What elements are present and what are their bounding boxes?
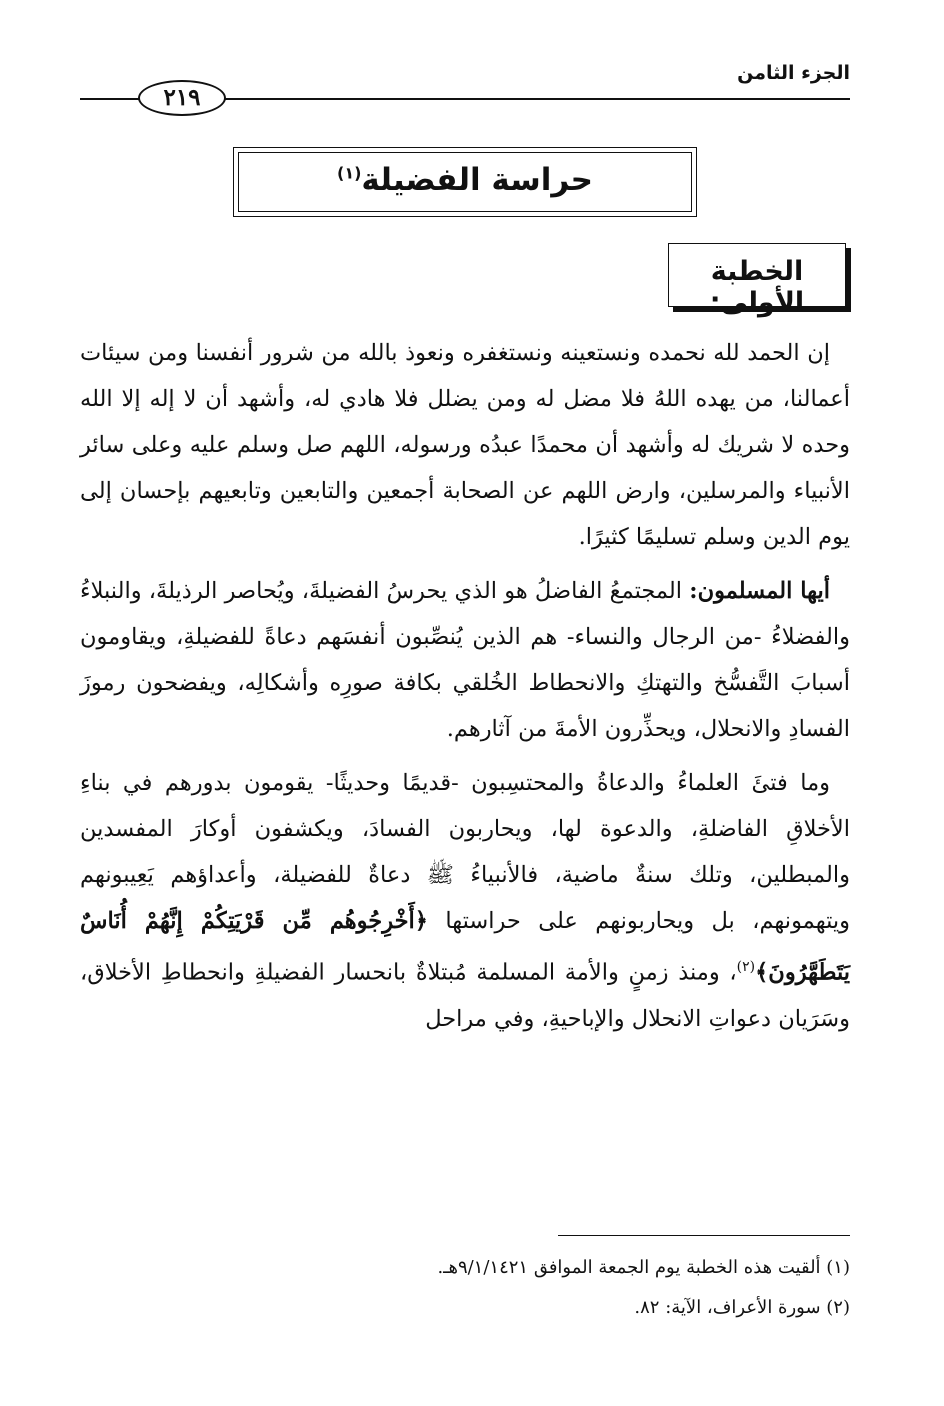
footnote-2: (٢) سورة الأعراف، الآية: ٨٢. [634, 1297, 850, 1318]
title-frame [233, 147, 697, 217]
quran-verse: ﴿أَخْرِجُوهُم مِّن قَرْيَتِكُمْ إِنَّهُمْ أُنَاسٌ يَتَطَهَّرُونَ﴾ [80, 908, 850, 986]
running-header-volume: الجزء الثامن [737, 62, 850, 84]
paragraph-virtuous-society [80, 568, 850, 752]
address-phrase: أيها المسلمون: [689, 578, 830, 604]
footnote-1: (١) ألقيت هذه الخطبة يوم الجمعة الموافق ٩/١/١٤٢١هـ. [437, 1257, 850, 1278]
chapter-title [234, 162, 696, 198]
sermon-body [80, 330, 850, 1050]
paragraph-opening: إن الحمد لله نحمده ونستعينه ونستغفره ونعوذ بالله من شرور أنفسنا ومن سيئات أعمالنا، من يهده اللهُ فلا مضل له ومن يضلل فلا هادي له، وأشهد أن لا إله إلا الله وحده لا شريك له وأشهد أن محمدًا عبدُه ورسوله، اللهم صل وسلم عليه وعلى سائر الأنبياء والمرسلين، وارض اللهم عن الصحابة أجمعين والتابعين وتابعيهم بإحسان إلى يوم الدين وسلم تسليمًا كثيرًا. [80, 340, 850, 550]
page-number: ٢١٩ [138, 80, 226, 116]
paragraph-text-part2: ، ومنذ زمنٍ والأمة المسلمة مُبتلاةٌ بانحسار الفضيلةِ وانحطاطِ الأخلاق، وسَرَيان دعواتِ الانحلال والإباحيةِ، وفي مراحل [80, 959, 850, 1032]
paragraph-scholars [80, 760, 850, 1042]
chapter-title-text: حراسة الفضيلة [361, 162, 593, 198]
footnotes [80, 1248, 850, 1328]
footnote-rule [558, 1235, 850, 1236]
footnote-reference-2: (٢) [736, 959, 756, 975]
paragraph-text: المجتمعُ الفاضلُ هو الذي يحرسُ الفضيلةَ، ويُحاصر الرذيلةَ، والنبلاءُ والفضلاءُ -من الرجال والنساء- هم الذين يُنصِّبون أنفسَهم دعاةً للفضيلةِ، ويقاومون أسبابَ التَّفسُّخ والتهتكِ والانحطاط الخُلقي بكافة صورِه وأشكالِه، ويفضحون رموزَ الفسادِ والانحلال، ويحذِّرون الأمةَ من آثارهم. [80, 578, 850, 742]
section-heading: الخطبة الأولى: [709, 256, 805, 318]
title-footnote-marker: (١) [337, 163, 362, 183]
paragraph-text-part1: وما فتئَ العلماءُ والدعاةُ والمحتسِبون -قديمًا وحديثًا- يقومون بدورهم في بناءِ الأخلاقِ الفاضلةِ، والدعوة لها، ويحاربون الفسادَ، ويكشفون أوكارَ المفسدين والمبطلين، وتلك سنةٌ ماضية، فالأنبياءُ ﷺ دعاةٌ للفضيلة، وأعداؤهم يَعِيبونهم ويتهمونهم، بل ويحاربونهم على حراستها [80, 770, 850, 934]
section-heading-box [668, 243, 846, 318]
